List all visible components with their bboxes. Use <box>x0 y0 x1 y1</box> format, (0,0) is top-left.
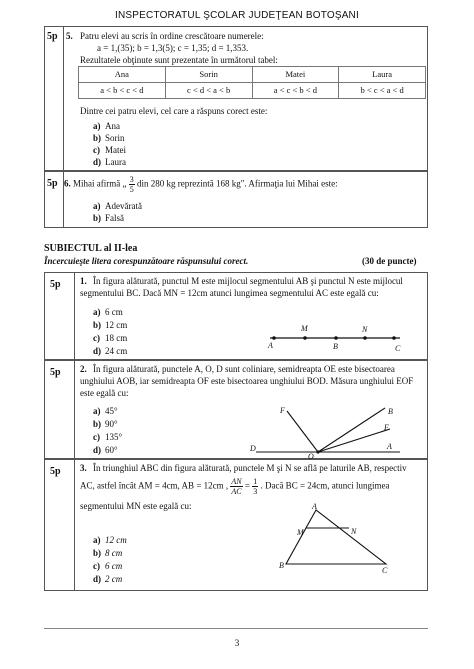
s2q1-line2: segmentului BC. Dacă MN = 12cm atunci lungimea segmentului AC este egală cu: <box>80 288 379 298</box>
triangle-abc <box>286 510 386 564</box>
point-o <box>316 450 319 453</box>
option-letter: b) <box>93 419 102 429</box>
option-letter: c) <box>93 145 100 155</box>
s2q2-number: 2. <box>80 364 87 374</box>
ray-of <box>287 411 318 452</box>
option-text: 45° <box>105 406 118 416</box>
label-b: B <box>388 407 393 416</box>
s2q3-option-b[interactable] <box>93 548 122 559</box>
s2q1-line1: În figura alăturată, punctul M este mijlocul segmentului AB şi punctul N este mijlocul <box>93 276 403 286</box>
point-c <box>392 336 396 340</box>
q5-line2: a = 1,(35); b = 1,3(5); c = 1,35; d = 1,353. <box>97 43 249 53</box>
s2q1-segment-figure <box>260 320 410 355</box>
ray-ob <box>318 408 385 452</box>
s2q3-points: 5p <box>50 466 61 477</box>
section-title: SUBIECTUL al II-lea <box>44 243 138 254</box>
s2q3-option-c[interactable] <box>93 561 122 572</box>
q6-fraction <box>129 175 135 194</box>
option-text: 12 cm <box>105 320 128 330</box>
s2q3-line2 <box>80 477 390 496</box>
option-letter: c) <box>93 432 100 442</box>
option-text: 2 cm <box>105 574 123 584</box>
option-letter: d) <box>93 445 102 455</box>
q5-prompt: Dintre cei patru elevi, cel care a răspuns corect este: <box>80 106 268 116</box>
s2q3-option-d[interactable] <box>93 574 122 585</box>
option-text: 6 cm <box>105 561 123 571</box>
s2q1-number: 1. <box>80 276 87 286</box>
s2q1-option-b[interactable] <box>93 320 127 331</box>
s2q2-option-a[interactable] <box>93 406 118 417</box>
s2q3-number: 3. <box>80 463 87 473</box>
section-instruction: Încercuieşte litera corespunzătoare răspunsului corect. <box>44 256 249 266</box>
label-c: C <box>395 344 401 353</box>
fraction-denominator: 5 <box>129 185 134 194</box>
label-m: M <box>301 324 308 333</box>
label-f: F <box>280 406 285 415</box>
q6-points: 5p <box>47 178 58 189</box>
label-n: N <box>351 527 357 536</box>
equals-sign: = <box>244 480 250 491</box>
s2q2-line1: În figura alăturată, punctele A, O, D sunt coliniare, semidreapta OE este bisectoarea <box>93 364 395 374</box>
s2q3-fraction-an-ac <box>230 477 242 496</box>
s2q3-fraction-one-third <box>252 477 258 496</box>
option-letter: a) <box>93 535 101 545</box>
option-letter: b) <box>93 133 102 143</box>
q5-number: 5. <box>66 31 73 41</box>
q5-option-b[interactable] <box>93 133 125 144</box>
page-header: INSPECTORATUL ŞCOLAR JUDEŢEAN BOTOŞANI <box>115 10 359 21</box>
s2q3-line2-end: . Dacă BC = 24cm, atunci lungimea <box>260 480 390 491</box>
s2q3-option-a[interactable] <box>93 535 127 546</box>
table-cell: a < c < b < d <box>252 83 339 99</box>
option-letter: b) <box>93 213 102 223</box>
s2q2-line2: unghiului AOB, iar semidreapta OF este bisectoarea unghiului BOD. Măsura unghiului EOF <box>80 376 414 386</box>
option-letter: b) <box>93 320 102 330</box>
s2q1-points: 5p <box>50 279 61 290</box>
option-text: 12 cm <box>105 535 127 545</box>
option-text: 135° <box>105 432 123 442</box>
ray-oe <box>318 429 390 452</box>
section-points-total: (30 de puncte) <box>362 256 417 266</box>
s2q3-triangle-figure <box>276 502 416 574</box>
q6-option-a[interactable] <box>93 201 142 212</box>
option-text: Falsă <box>105 213 124 223</box>
page-number: 3 <box>234 638 240 648</box>
table-header-cell: Sorin <box>165 67 252 83</box>
label-b: B <box>333 342 338 351</box>
table-header-cell: Laura <box>339 67 426 83</box>
s2q1-option-c[interactable] <box>93 333 127 344</box>
option-letter: c) <box>93 561 100 571</box>
option-text: 18 cm <box>105 333 128 343</box>
option-letter: d) <box>93 346 102 356</box>
option-letter: d) <box>93 574 102 584</box>
s2q2-points: 5p <box>50 367 61 378</box>
option-letter: d) <box>93 157 102 167</box>
label-a: A <box>312 502 317 511</box>
option-letter: b) <box>93 548 102 558</box>
footer-rule <box>44 628 428 629</box>
q5-option-d[interactable] <box>93 157 126 168</box>
option-text: Matei <box>105 145 126 155</box>
s2q2-option-d[interactable] <box>93 445 118 456</box>
s2q3-line1: În triunghiul ABC din figura alăturată, punctele M şi N se află pe laturile AB, respectiv <box>93 463 407 473</box>
option-text: Sorin <box>105 133 125 143</box>
s2q1-option-a[interactable] <box>93 307 123 318</box>
point-a <box>272 336 276 340</box>
fraction-numerator: 3 <box>129 175 134 184</box>
s2q3-line2-start: AC, astfel încât AM = 4cm, AB = 12cm , <box>80 480 229 491</box>
q5-results-table <box>78 66 426 99</box>
s2q2-option-c[interactable] <box>93 432 122 443</box>
option-letter: a) <box>93 307 101 317</box>
table-cell: b < c < a < d <box>339 83 426 99</box>
option-text: 24 cm <box>105 346 128 356</box>
s2q1-option-d[interactable] <box>93 346 127 357</box>
q5-option-a[interactable] <box>93 121 120 132</box>
point-b <box>334 336 338 340</box>
table-row <box>79 83 426 99</box>
table-header-row <box>79 67 426 83</box>
fraction-denominator: AC <box>231 487 242 496</box>
label-c: C <box>382 566 388 574</box>
q6-statement <box>64 175 338 194</box>
option-text: 90° <box>105 419 118 429</box>
q6-text-before: Mihai afirmă „ <box>73 178 127 189</box>
table-cell: a < b < c < d <box>79 83 166 99</box>
fraction-numerator: 1 <box>253 477 258 486</box>
label-m: M <box>297 528 304 537</box>
label-d: D <box>250 444 256 453</box>
point-m <box>303 336 307 340</box>
option-letter: a) <box>93 201 101 211</box>
option-letter: c) <box>93 333 100 343</box>
label-e: E <box>384 423 389 432</box>
option-text: Laura <box>105 157 126 167</box>
q6-text-after: din 280 kg reprezintă 168 kg". Afirmaţia lui Mihai este: <box>136 178 338 189</box>
s2q3-line3: segmentului MN este egală cu: <box>80 501 192 511</box>
q5-option-c[interactable] <box>93 145 126 156</box>
q5-points: 5p <box>47 31 58 42</box>
option-text: 60° <box>105 445 118 455</box>
fraction-numerator: AN <box>231 477 242 486</box>
table-header-cell: Matei <box>252 67 339 83</box>
label-a: A <box>268 341 273 350</box>
option-text: Ana <box>105 121 120 131</box>
q6-number: 6. <box>64 178 71 189</box>
q6-option-b[interactable] <box>93 213 124 224</box>
label-o: O <box>308 452 314 459</box>
option-text: 8 cm <box>105 548 123 558</box>
option-text: Adevărată <box>105 201 142 211</box>
table-cell: c < d < a < b <box>165 83 252 99</box>
option-letter: a) <box>93 406 101 416</box>
s2q2-angle-figure <box>250 402 410 459</box>
option-text: 6 cm <box>105 307 123 317</box>
option-letter: a) <box>93 121 101 131</box>
s2q2-line3: este egală cu: <box>80 388 129 398</box>
fraction-denominator: 3 <box>253 487 258 496</box>
label-a: A <box>387 442 392 451</box>
label-b: B <box>279 561 284 570</box>
s2q2-option-b[interactable] <box>93 419 118 430</box>
q5-line3: Rezultatele obţinute sunt prezentate în următorul tabel: <box>80 55 278 65</box>
point-n <box>363 336 367 340</box>
table-header-cell: Ana <box>79 67 166 83</box>
label-n: N <box>362 325 368 334</box>
q5-line1: Patru elevi au scris în ordine crescătoare numerele: <box>80 31 264 41</box>
